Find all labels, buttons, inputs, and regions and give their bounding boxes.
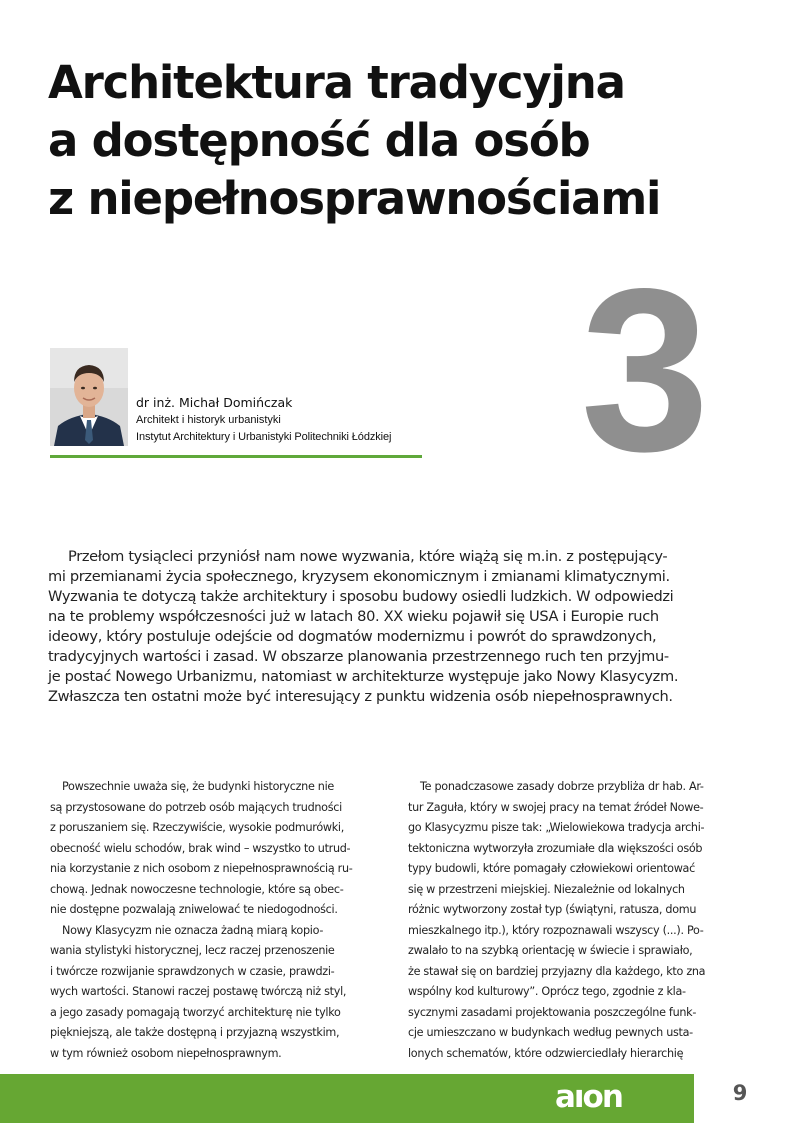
body-line: mieszkalnego itp.), który rozpoznawali wszyscy (...). Po- xyxy=(408,923,704,937)
title-line: z niepełnosprawnościami xyxy=(48,172,661,225)
body-line: się w przestrzeni miejskiej. Niezależnie od lokalnych xyxy=(408,882,685,896)
body-line: i twórcze rozwijanie sprawdzonych w czasie, prawdzi- xyxy=(50,964,335,978)
body-line: różnic wytworzony został typ (świątyni, ratusza, domu xyxy=(408,903,697,916)
body-line: sycznymi zasadami projektowania poszczególne funk- xyxy=(408,1005,697,1019)
logo-text: aıon xyxy=(555,1079,622,1115)
title-line: a dostępność dla osób xyxy=(48,114,590,167)
body-column-right xyxy=(408,777,748,1064)
body-line: go Klasycyzmu pisze tak: „Wielowiekowa tradycja archi- xyxy=(408,821,705,834)
author-divider xyxy=(50,455,422,458)
body-line: zwalało to na szybką orientację w świecie i sprawiało, xyxy=(408,944,693,957)
aion-logo xyxy=(555,1080,631,1114)
body-line: tur Zaguła, który w swojej pracy na temat źródeł Nowe- xyxy=(408,800,704,814)
lead-line: mi przemianami życia społecznego, kryzysem ekonomicznym i zmianami klimatycznymi. xyxy=(48,568,670,585)
lead-line: Wyzwania te dotyczą także architektury i sposobu budowy osiedli ludzkich. W odpowiedzi xyxy=(48,588,674,605)
body-line: piękniejszą, ale także dostępną i przyjazną wszystkim, xyxy=(50,1026,340,1039)
lead-line: Przełom tysiącleci przyniósł nam nowe wyzwania, które wiążą się m.in. z postępujący- xyxy=(68,548,668,565)
body-line: są przystosowane do potrzeb osób mających trudności xyxy=(50,800,342,814)
body-line: obecność wielu schodów, brak wind – wszystko to utrud- xyxy=(50,841,351,855)
lead-line: na te problemy współczesności już w latach 80. XX wieku pojawił się USA i Europie ruch xyxy=(48,608,659,625)
body-line: że stawał się on bardziej przyjazny dla każdego, kto zna xyxy=(408,964,706,978)
body-line: chową. Jednak nowoczesne technologie, które są obec- xyxy=(50,882,344,896)
article-title xyxy=(48,54,748,228)
body-line: cje umieszczano w budynkach według pewnych usta- xyxy=(408,1026,693,1039)
body-line: wspólny kod kulturowy”. Oprócz tego, zgodnie z kla- xyxy=(408,985,686,998)
body-line: lonych schematów, które odzwierciedlały hierarchię xyxy=(408,1046,684,1060)
body-line: Powszechnie uważa się, że budynki historyczne nie xyxy=(62,780,334,793)
chapter-number: 3 xyxy=(580,241,710,500)
page-number: 9 xyxy=(732,1081,748,1105)
body-line: nia korzystanie z nich osobom z niepełnosprawnością ru- xyxy=(50,862,353,875)
body-line: Te ponadczasowe zasady dobrze przybliża dr hab. Ar- xyxy=(420,780,704,793)
body-line: a jego zasady pomagają tworzyć architekturę nie tylko xyxy=(50,1005,341,1019)
body-line: nie dostępne pozwalają zniwelować te niedogodności. xyxy=(50,903,338,916)
lead-line: ideowy, który postuluje odejście od dogmatów modernizmu i powrót do sprawdzonych, xyxy=(48,628,657,645)
body-line: typy budowli, które pomagały człowiekowi orientować xyxy=(408,862,695,875)
author-role: Architekt i historyk urbanistyki xyxy=(136,414,281,426)
lead-line: je postać Nowego Urbanizmu, natomiast w architekturze występuje jako Nowy Klasycyzm. xyxy=(48,668,679,685)
body-line: z poruszaniem się. Rzeczywiście, wysokie podmurówki, xyxy=(50,821,345,834)
author-portrait-icon xyxy=(50,348,128,446)
title-line: Architektura tradycyjna xyxy=(48,56,625,109)
body-line: wania stylistyki historycznej, lecz raczej przenoszenie xyxy=(50,944,335,957)
body-line: w tym również osobom niepełnosprawnym. xyxy=(50,1046,282,1060)
body-column-left xyxy=(50,777,390,1064)
body-line: Nowy Klasycyzm nie oznacza żadną miarą kopio- xyxy=(62,923,324,937)
author-name: dr inż. Michał Domińczak xyxy=(136,395,293,410)
lead-line: tradycyjnych wartości i zasad. W obszarze planowania przestrzennego ruch ten przyjmu- xyxy=(48,648,669,665)
author-photo xyxy=(50,348,128,446)
body-line: tektoniczna wytworzyła zrozumiałe dla większości osób xyxy=(408,841,703,855)
lead-line: Zwłaszcza ten ostatni może być interesujący z punktu widzenia osób niepełnosprawnych. xyxy=(48,688,673,705)
lead-paragraph xyxy=(48,547,748,707)
body-line: wych wartości. Stanowi raczej postawę twórczą niż styl, xyxy=(50,985,347,998)
author-institution: Instytut Architektury i Urbanistyki Politechniki Łódzkiej xyxy=(136,431,392,443)
author-info xyxy=(136,394,391,446)
